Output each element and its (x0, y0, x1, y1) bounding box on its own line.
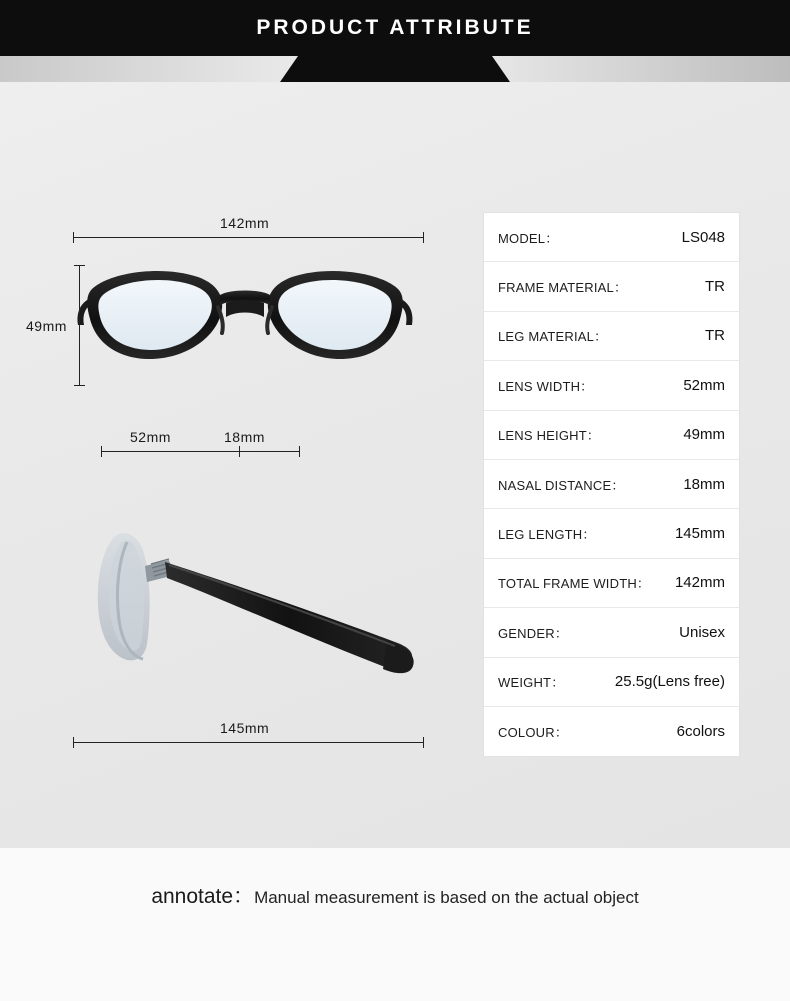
table-row (484, 213, 739, 262)
dim-cap-lenswidth-left (101, 446, 102, 457)
dim-cap-nasal-right (299, 446, 300, 457)
dim-cap-right (423, 232, 424, 243)
table-row (484, 509, 739, 558)
spec-table (484, 213, 739, 756)
footer-background (0, 848, 790, 1001)
dim-cap-left (73, 232, 74, 243)
table-row (484, 460, 739, 509)
spec-key: NASAL DISTANCE： (498, 477, 625, 493)
table-row (484, 411, 739, 460)
table-row (484, 361, 739, 410)
annotate-label: annotate： (151, 885, 255, 908)
spec-value: 52mm (683, 376, 725, 394)
dim-line-nasal-distance (239, 451, 299, 452)
table-row (484, 312, 739, 361)
spec-value: TR (705, 327, 725, 345)
spec-value: 6colors (676, 723, 725, 741)
dim-cap-leg-right (423, 737, 424, 748)
table-row (484, 707, 739, 756)
dim-label-nasal-distance: 18mm (224, 429, 265, 445)
glasses-front-view-image (70, 255, 420, 395)
spec-value: LS048 (681, 228, 725, 246)
dim-label-lens-height: 49mm (26, 318, 67, 334)
spec-value: 18mm (683, 475, 725, 493)
dim-line-leg-length (73, 742, 423, 743)
dim-cap-bottom (74, 385, 85, 386)
spec-value: TR (705, 278, 725, 296)
spec-key: LEG LENGTH： (498, 527, 596, 543)
annotate-text: Manual measurement is based on the actual object (254, 888, 639, 907)
table-row (484, 658, 739, 707)
product-diagram-area (26, 120, 460, 770)
dim-line-total-width (73, 237, 423, 238)
dim-cap-leg-left (73, 737, 74, 748)
spec-key: FRAME MATERIAL： (498, 280, 628, 296)
table-row (484, 559, 739, 608)
dim-label-leg-length: 145mm (220, 720, 270, 736)
dim-cap-top (74, 265, 85, 266)
dim-label-lens-width: 52mm (130, 429, 171, 445)
spec-value: Unisex (679, 623, 725, 641)
annotate-line (0, 880, 790, 910)
spec-value: 49mm (683, 426, 725, 444)
spec-key: GENDER： (498, 625, 569, 641)
dim-line-lens-width (101, 451, 239, 452)
table-row (484, 608, 739, 657)
header-ribbon-notch (280, 56, 510, 82)
header-bar (0, 0, 790, 56)
spec-value: 25.5g(Lens free) (614, 673, 725, 691)
spec-value: 142mm (674, 574, 725, 592)
glasses-side-view-image (65, 520, 435, 690)
dim-line-lens-height (79, 265, 80, 385)
spec-key: TOTAL FRAME WIDTH： (498, 576, 651, 592)
page-title: PRODUCT ATTRIBUTE (256, 16, 534, 39)
spec-key: COLOUR： (498, 725, 569, 741)
spec-key: LEG MATERIAL： (498, 329, 608, 345)
spec-value: 145mm (674, 525, 725, 543)
spec-key: LENS WIDTH： (498, 378, 594, 394)
spec-key: WEIGHT： (498, 675, 565, 691)
table-row (484, 262, 739, 311)
spec-key: MODEL： (498, 230, 559, 246)
dim-label-total-width: 142mm (220, 215, 270, 231)
spec-key: LENS HEIGHT： (498, 428, 601, 444)
